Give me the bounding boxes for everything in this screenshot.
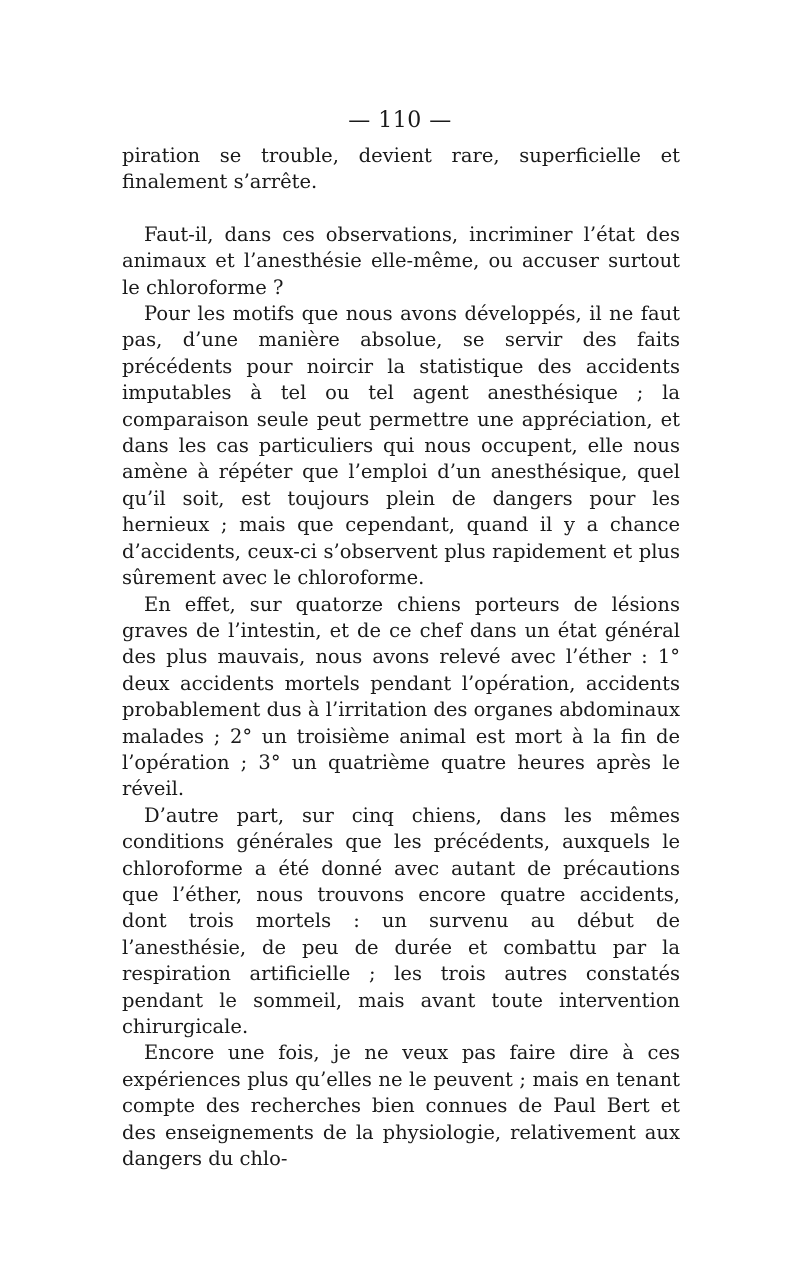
paragraph: Faut-il, dans ces observations, incriminer l’état des animaux et l’anesthésie elle-même, ou accuser surtout le chloroforme ?: [122, 222, 680, 299]
page-number: — 110 —: [348, 108, 452, 133]
paragraph: D’autre part, sur cinq chiens, dans les mêmes conditions générales que les précédents, auxquels le chloroforme a été donné avec autant de précautions que l’éther, nous trouvons encore quatre accidents, dont trois mortels : un survenu au début de l’anesthésie, de peu de durée et combattu par la respiration artificielle ; les trois autres constatés pendant le sommeil, mais avant toute intervention chirurgicale.: [122, 803, 680, 1038]
paragraph-continuation: piration se trouble, devient rare, superficielle et finalement s’arrête.: [122, 144, 680, 194]
paragraph: Encore une fois, je ne veux pas faire dire à ces expériences plus qu’elles ne le peuvent ; mais en tenant compte des recherches bien connues de Paul Bert et des enseignements de la physiologie, relativement aux dangers du chlo-: [122, 1041, 680, 1171]
body-text: [122, 143, 680, 1172]
paragraph: En effet, sur quatorze chiens porteurs de lésions graves de l’intestin, et de ce chef dans un état général des plus mauvais, nous avons relevé avec l’éther : 1° deux accidents mortels pendant l’opération, accidents probablement dus à l’irritation des organes abdominaux malades ; 2° un troisième animal est mort à la fin de l’opération ; 3° un quatrième quatre heures après le réveil.: [122, 592, 680, 801]
paragraph: Pour les motifs que nous avons développés, il ne faut pas, d’une manière absolue, se servir des faits précédents pour noircir la statistique des accidents imputables à tel ou tel agent anesthésique ; la comparaison seule peut permettre une appréciation, et dans les cas particuliers qui nous occupent, elle nous amène à répéter que l’emploi d’un anesthésique, quel qu’il soit, est toujours plein de dangers pour les hernieux ; mais que cependant, quand il y a chance d’accidents, ceux-ci s’observent plus rapidement et plus sûrement avec le chloroforme.: [122, 302, 680, 590]
